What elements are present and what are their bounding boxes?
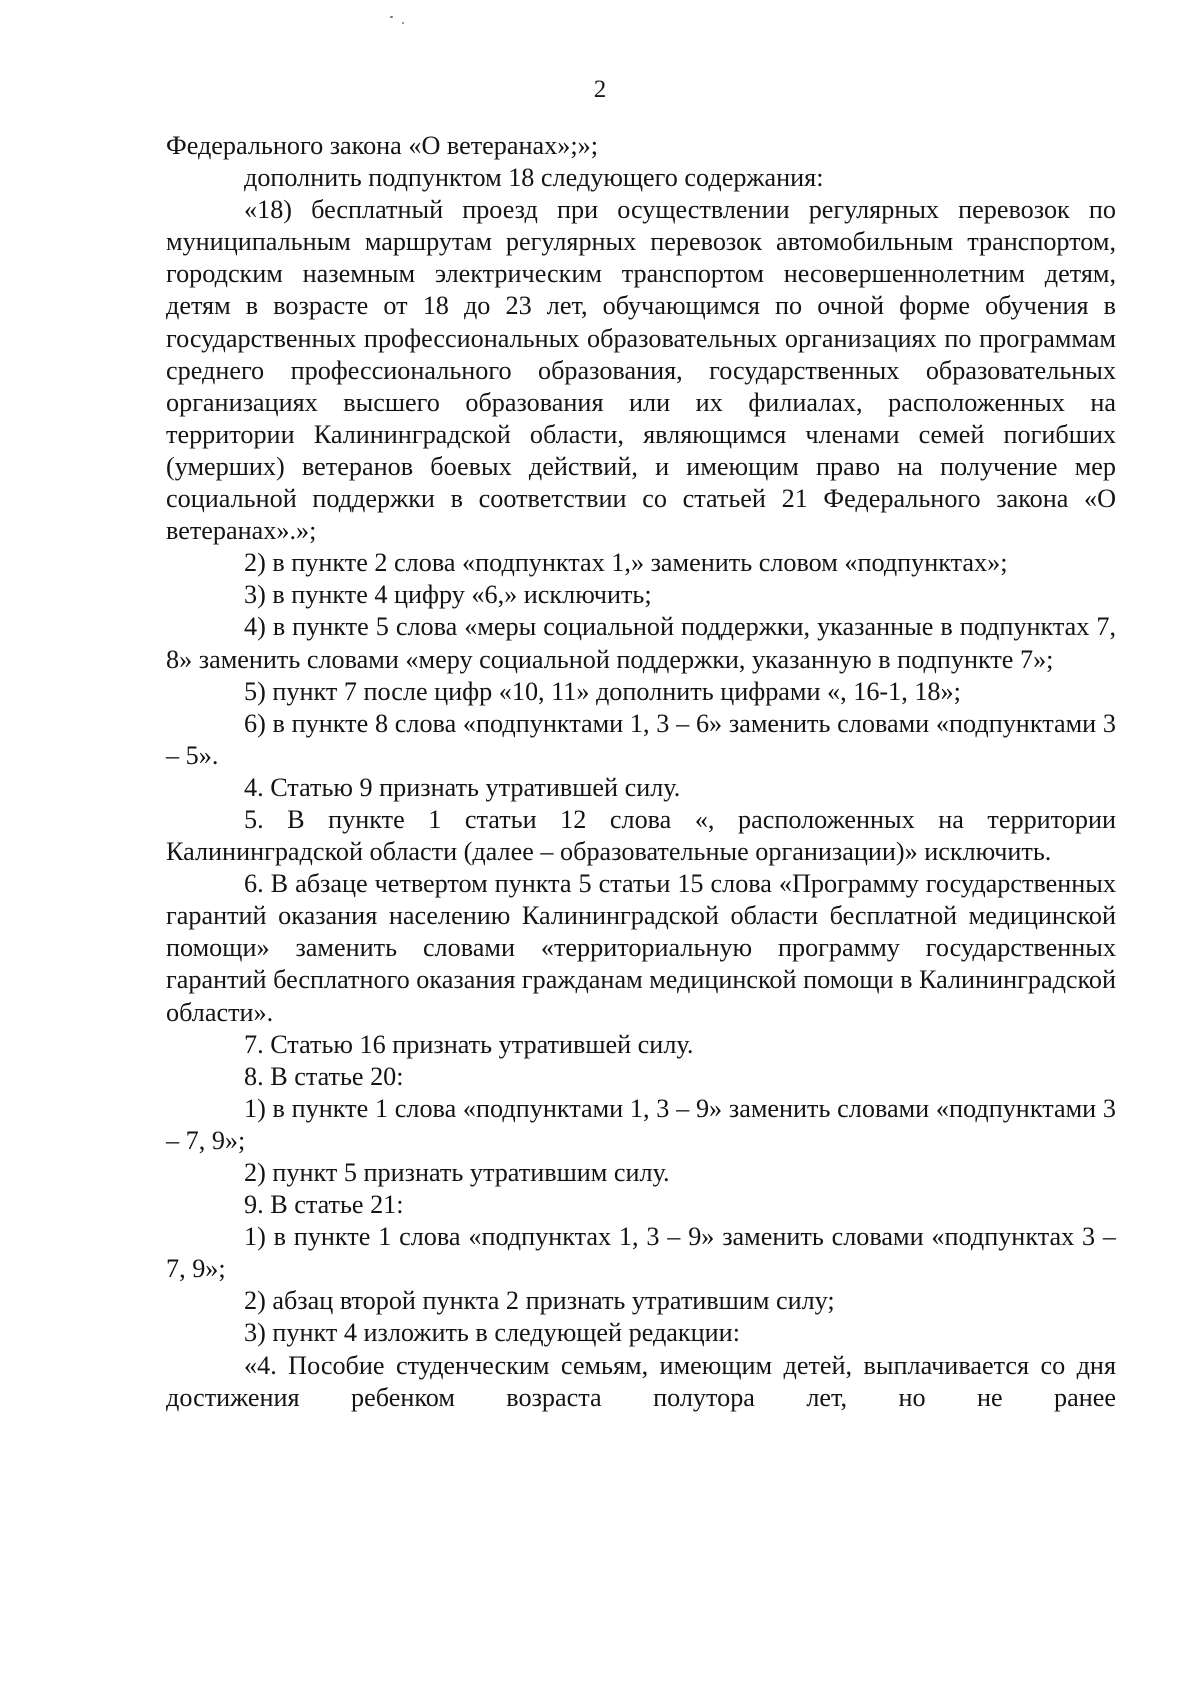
paragraph: Федерального закона «О ветеранах»;»;: [166, 131, 598, 160]
paragraph: 2) пункт 5 признать утратившим силу.: [244, 1158, 670, 1187]
paragraph: 5. В пункте 1 статьи 12 слова «, расположенных на территории Калининградской области (далее – образовательные организации)» исключить.: [166, 804, 1116, 867]
document-body: [166, 130, 1116, 1414]
paragraph: «4. Пособие студенческим семьям, имеющим детей, выплачивается со дня достижения ребенком возраста полутора лет, но не ранее: [166, 1350, 1116, 1412]
paragraph: «18) бесплатный проезд при осуществлении регулярных перевозок по муниципальным маршрутам регулярных перевозок автомобильным транспортом, городским наземным электрическим транспортом несовершеннолетним детям, детям в возрасте от 18 до 23 лет, обучающимся по очной форме обучения в государственных профессиональных образовательных организациях по программам среднего профессионального образования, государственных образовательных организациях высшего образования или их филиалах, расположенных на территории Калининградской области, являющимся членами семей погибших (умерших) ветеранов боевых действий, и имеющим право на получение мер социальной поддержки в соответствии со статьей 21 Федерального закона «О ветеранах».»;: [166, 195, 1116, 546]
paragraph: 4. Статью 9 признать утратившей силу.: [244, 772, 681, 802]
scan-speck: [402, 22, 404, 24]
paragraph: 5) пункт 7 после цифр «10, 11» дополнить цифрами «, 16-1, 18»;: [244, 676, 961, 706]
paragraph: 2) абзац второй пункта 2 признать утратившим силу;: [244, 1286, 835, 1316]
paragraph: 3) в пункте 4 цифру «6,» исключить;: [244, 580, 652, 610]
paragraph: 1) в пункте 1 слова «подпунктами 1, 3 – 9» заменить словами «подпунктами 3 – 7, 9»;: [166, 1093, 1116, 1155]
paragraph: дополнить подпунктом 18 следующего содержания:: [244, 163, 824, 193]
page-number: 2: [593, 76, 607, 103]
paragraph: 6. В абзаце четвертом пункта 5 статьи 15 слова «Программу государственных гарантий оказания населению Калининградской области бесплатной медицинской помощи» заменить словами «территориальную программу государственных гарантий бесплатного оказания гражданам медицинской помощи в Калининградской области».: [166, 869, 1117, 1027]
paragraph: 1) в пункте 1 слова «подпунктах 1, 3 – 9» заменить словами «подпунктах 3 – 7, 9»;: [166, 1222, 1116, 1284]
scan-speck: [390, 16, 393, 18]
paragraph: 9. В статье 21:: [244, 1190, 404, 1220]
paragraph: 8. В статье 20:: [244, 1061, 404, 1091]
paragraph: 7. Статью 16 признать утратившей силу.: [244, 1029, 694, 1059]
paragraph: 2) в пункте 2 слова «подпунктах 1,» заменить словом «подпунктах»;: [244, 548, 1008, 578]
paragraph: 6) в пункте 8 слова «подпунктами 1, 3 – 6» заменить словами «подпунктами 3 – 5».: [166, 708, 1116, 770]
paragraph: 4) в пункте 5 слова «меры социальной поддержки, указанные в подпунктах 7, 8» заменить словами «меру социальной поддержки, указанную в подпункте 7»;: [166, 612, 1116, 674]
paragraph: 3) пункт 4 изложить в следующей редакции:: [244, 1318, 740, 1348]
